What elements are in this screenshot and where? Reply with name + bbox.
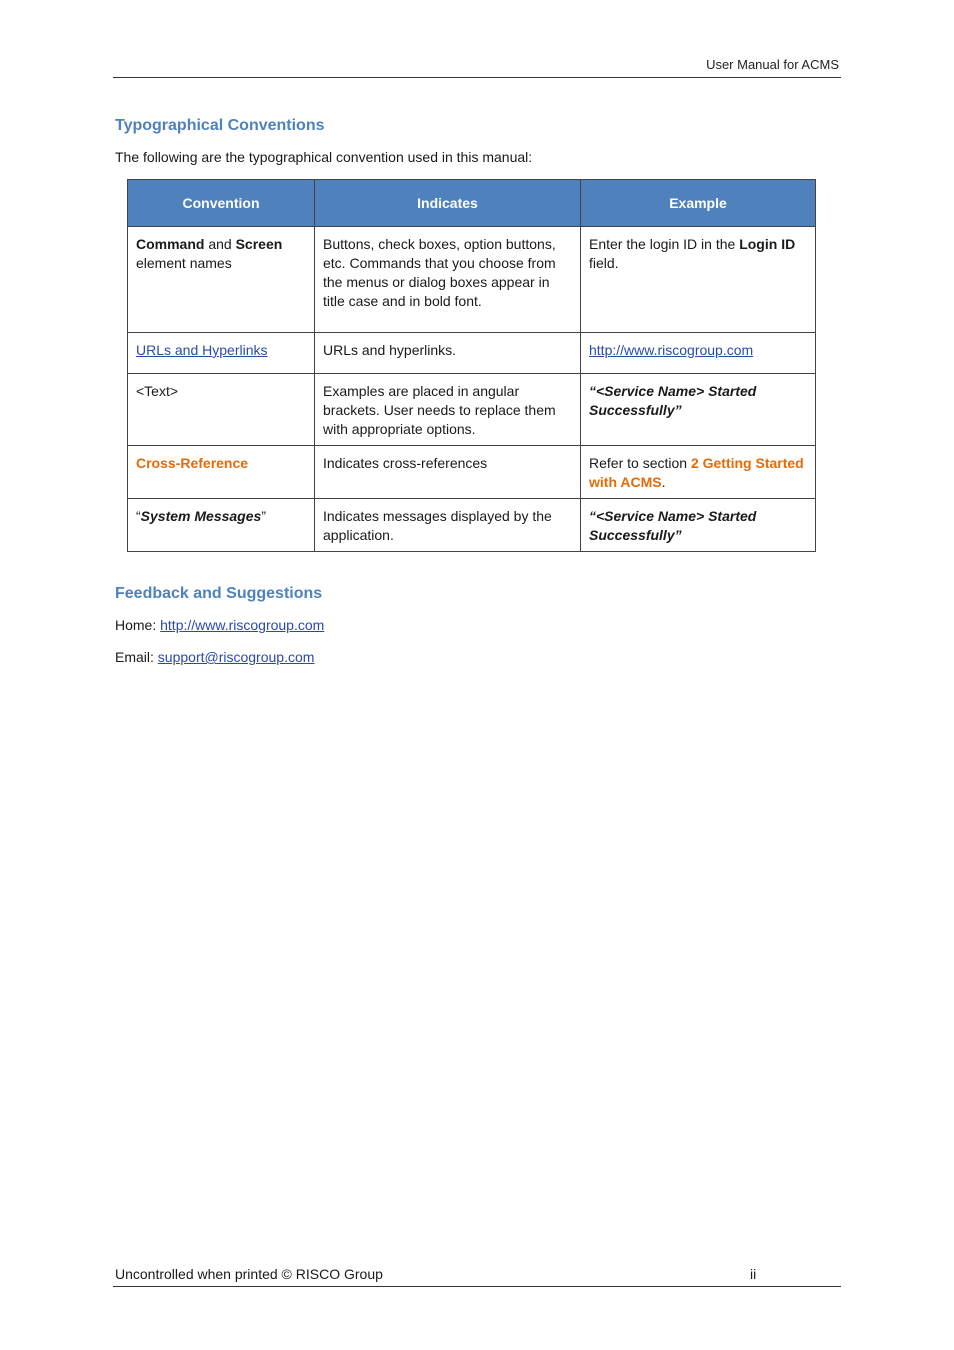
example-cell <box>581 333 816 374</box>
plain-text: Refer to section <box>589 455 691 471</box>
plain-text: field. <box>589 255 619 271</box>
convention-cell: Cross-Reference <box>128 446 315 499</box>
home-link[interactable]: http://www.riscogroup.com <box>160 617 325 633</box>
indicates-cell: Examples are placed in angular brackets. User needs to replace them with appropriate options. <box>315 374 581 446</box>
footer-text: Uncontrolled when printed © RISCO Group <box>115 1266 383 1282</box>
table-row <box>128 446 816 499</box>
example-cell <box>581 446 816 499</box>
bold-text: Login ID <box>739 236 796 252</box>
example-cell: “<Service Name> Started Successfully” <box>581 374 816 446</box>
header-example: Example <box>581 180 816 227</box>
section-heading-feedback: Feedback and Suggestions <box>115 585 323 602</box>
page-header-title: User Manual for ACMS <box>706 57 839 72</box>
header-convention: Convention <box>128 180 315 227</box>
riscogroup-link[interactable]: http://www.riscogroup.com <box>589 342 754 358</box>
plain-text: and <box>204 236 236 252</box>
convention-cell <box>128 333 315 374</box>
indicates-cell: Buttons, check boxes, option buttons, etc. Commands that you choose from the menus or dialog boxes appear in title case and in bold font. <box>315 227 581 333</box>
plain-text: element names <box>136 255 232 271</box>
hyperlink-sample[interactable]: URLs and Hyperlinks <box>136 342 268 358</box>
home-label: Home: <box>115 617 161 633</box>
convention-cell <box>128 499 315 552</box>
indicates-cell: Indicates messages displayed by the application. <box>315 499 581 552</box>
plain-text: . <box>661 474 666 490</box>
cross-reference-link[interactable]: 2 Getting Started with ACMS <box>589 455 804 490</box>
section-heading-typographical-conventions: Typographical Conventions <box>115 117 325 134</box>
table-row <box>128 227 816 333</box>
header-divider <box>113 77 841 78</box>
email-link[interactable]: support@riscogroup.com <box>157 649 315 665</box>
header-indicates: Indicates <box>315 180 581 227</box>
bold-text: Command <box>136 236 205 252</box>
table-row <box>128 374 816 446</box>
table-row <box>128 499 816 552</box>
indicates-cell: URLs and hyperlinks. <box>315 333 581 374</box>
indicates-cell: Indicates cross-references <box>315 446 581 499</box>
intro-paragraph: The following are the typographical convention used in this manual: <box>115 149 533 165</box>
bold-italic-text: System Messages <box>140 508 262 524</box>
example-cell <box>581 227 816 333</box>
bold-text: Screen <box>235 236 283 252</box>
home-line <box>115 617 324 633</box>
convention-cell <box>128 227 315 333</box>
example-cell: “<Service Name> Started Successfully” <box>581 499 816 552</box>
email-label: Email: <box>115 649 158 665</box>
quote-mark: ” <box>261 508 266 524</box>
quote-mark: “ <box>136 508 141 524</box>
page-number: ii <box>750 1266 757 1282</box>
conventions-table <box>127 179 816 552</box>
email-line <box>115 649 314 665</box>
footer-divider <box>113 1286 841 1287</box>
table-row <box>128 333 816 374</box>
convention-cell: <Text> <box>128 374 315 446</box>
plain-text: Enter the login ID in the <box>589 236 740 252</box>
table-header-row <box>128 180 816 227</box>
